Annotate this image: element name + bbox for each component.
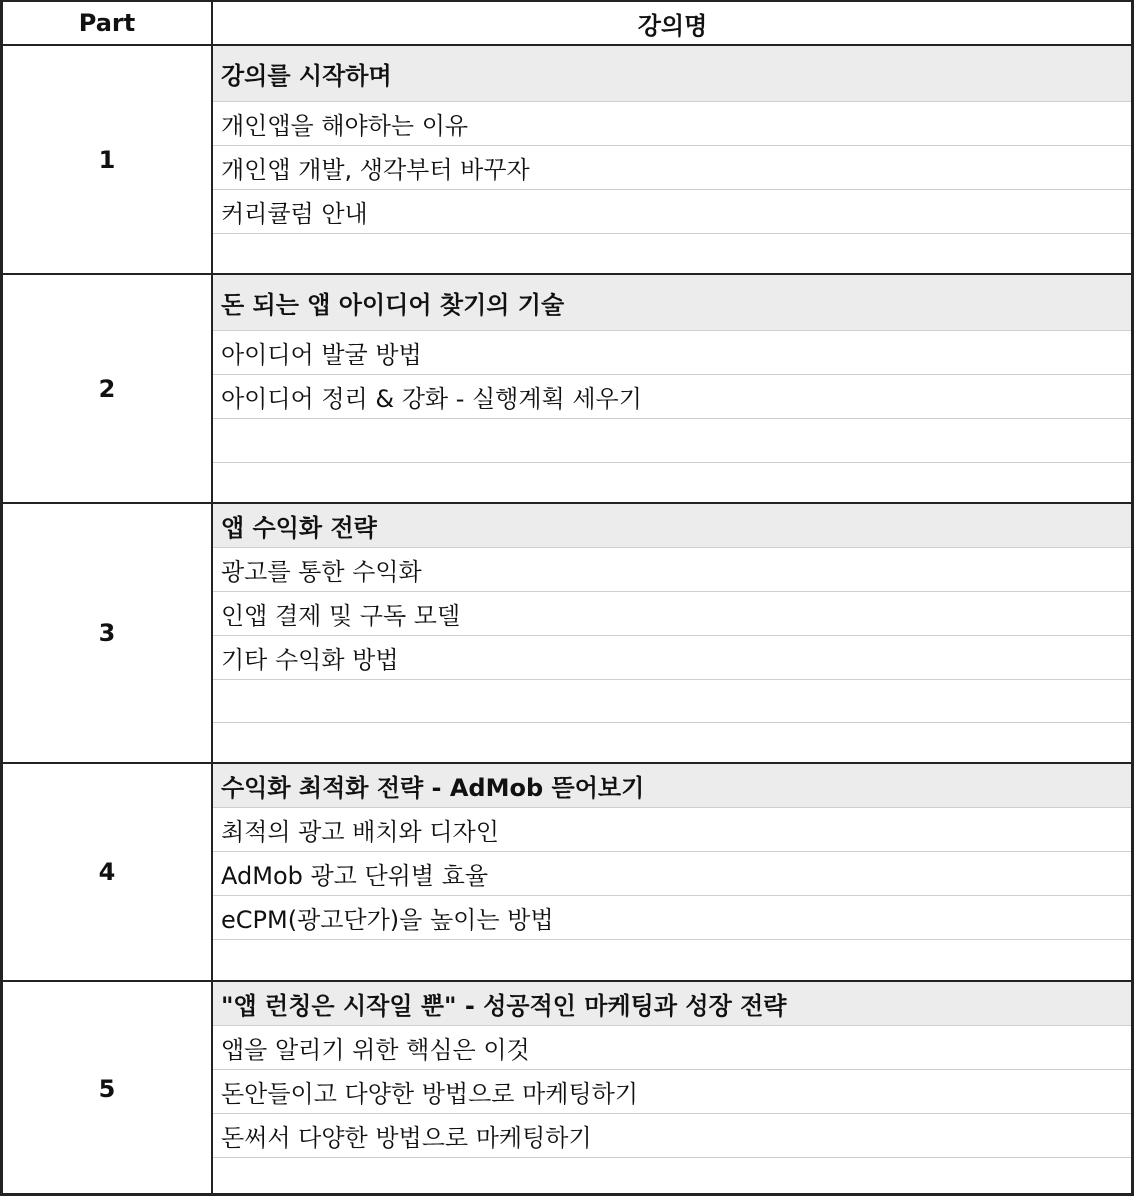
lecture-item: 인앱 결제 및 구독 모델 (213, 592, 1131, 636)
lecture-item (213, 680, 1131, 723)
lecture-item: 기타 수익화 방법 (213, 636, 1131, 680)
lecture-item: eCPM(광고단가)을 높이는 방법 (213, 896, 1131, 940)
lecture-item (213, 940, 1131, 980)
lecture-item (213, 463, 1131, 502)
part-number: 3 (98, 619, 116, 647)
header-part: Part (3, 2, 211, 46)
lecture-item: 앱을 알리기 위한 핵심은 이것 (213, 1026, 1131, 1070)
lecture-item (213, 234, 1131, 273)
lecture-item: 돈써서 다양한 방법으로 마케팅하기 (213, 1114, 1131, 1158)
lecture-item: AdMob 광고 단위별 효율 (213, 852, 1131, 896)
part-group-1 (3, 46, 1131, 275)
part-number: 1 (98, 145, 116, 174)
lecture-list (213, 275, 1131, 502)
part-number: 2 (98, 374, 116, 403)
lecture-item: 커리큘럼 안내 (213, 190, 1131, 234)
part-group-4 (3, 764, 1131, 982)
part-group-2 (3, 275, 1131, 504)
section-heading: 앱 수익화 전략 (213, 504, 1131, 548)
lecture-item: 아이디어 발굴 방법 (213, 331, 1131, 375)
part-number: 5 (98, 1074, 116, 1103)
lecture-item: 최적의 광고 배치와 디자인 (213, 808, 1131, 852)
lecture-list (213, 982, 1131, 1195)
lecture-list (213, 504, 1131, 762)
lecture-item: 개인앱을 해야하는 이유 (213, 102, 1131, 146)
header-lecture-title: 강의명 (211, 2, 1134, 46)
lecture-item (213, 723, 1131, 762)
lecture-item: 광고를 통한 수익화 (213, 548, 1131, 592)
section-heading: 수익화 최적화 전략 - AdMob 뜯어보기 (213, 764, 1131, 808)
section-heading: "앱 런칭은 시작일 뿐" - 성공적인 마케팅과 성장 전략 (213, 982, 1131, 1026)
part-group-3 (3, 504, 1131, 764)
lecture-item (213, 419, 1131, 463)
section-heading: 강의를 시작하며 (213, 46, 1131, 102)
part-number: 4 (98, 858, 116, 886)
lecture-item: 아이디어 정리 & 강화 - 실행계획 세우기 (213, 375, 1131, 419)
lecture-item: 개인앱 개발, 생각부터 바꾸자 (213, 146, 1131, 190)
section-heading: 돈 되는 앱 아이디어 찾기의 기술 (213, 275, 1131, 331)
lecture-list (213, 764, 1131, 980)
lecture-item: 돈안들이고 다양한 방법으로 마케팅하기 (213, 1070, 1131, 1114)
part-group-5 (3, 982, 1131, 1195)
lecture-list (213, 46, 1131, 273)
lecture-item (213, 1158, 1131, 1195)
